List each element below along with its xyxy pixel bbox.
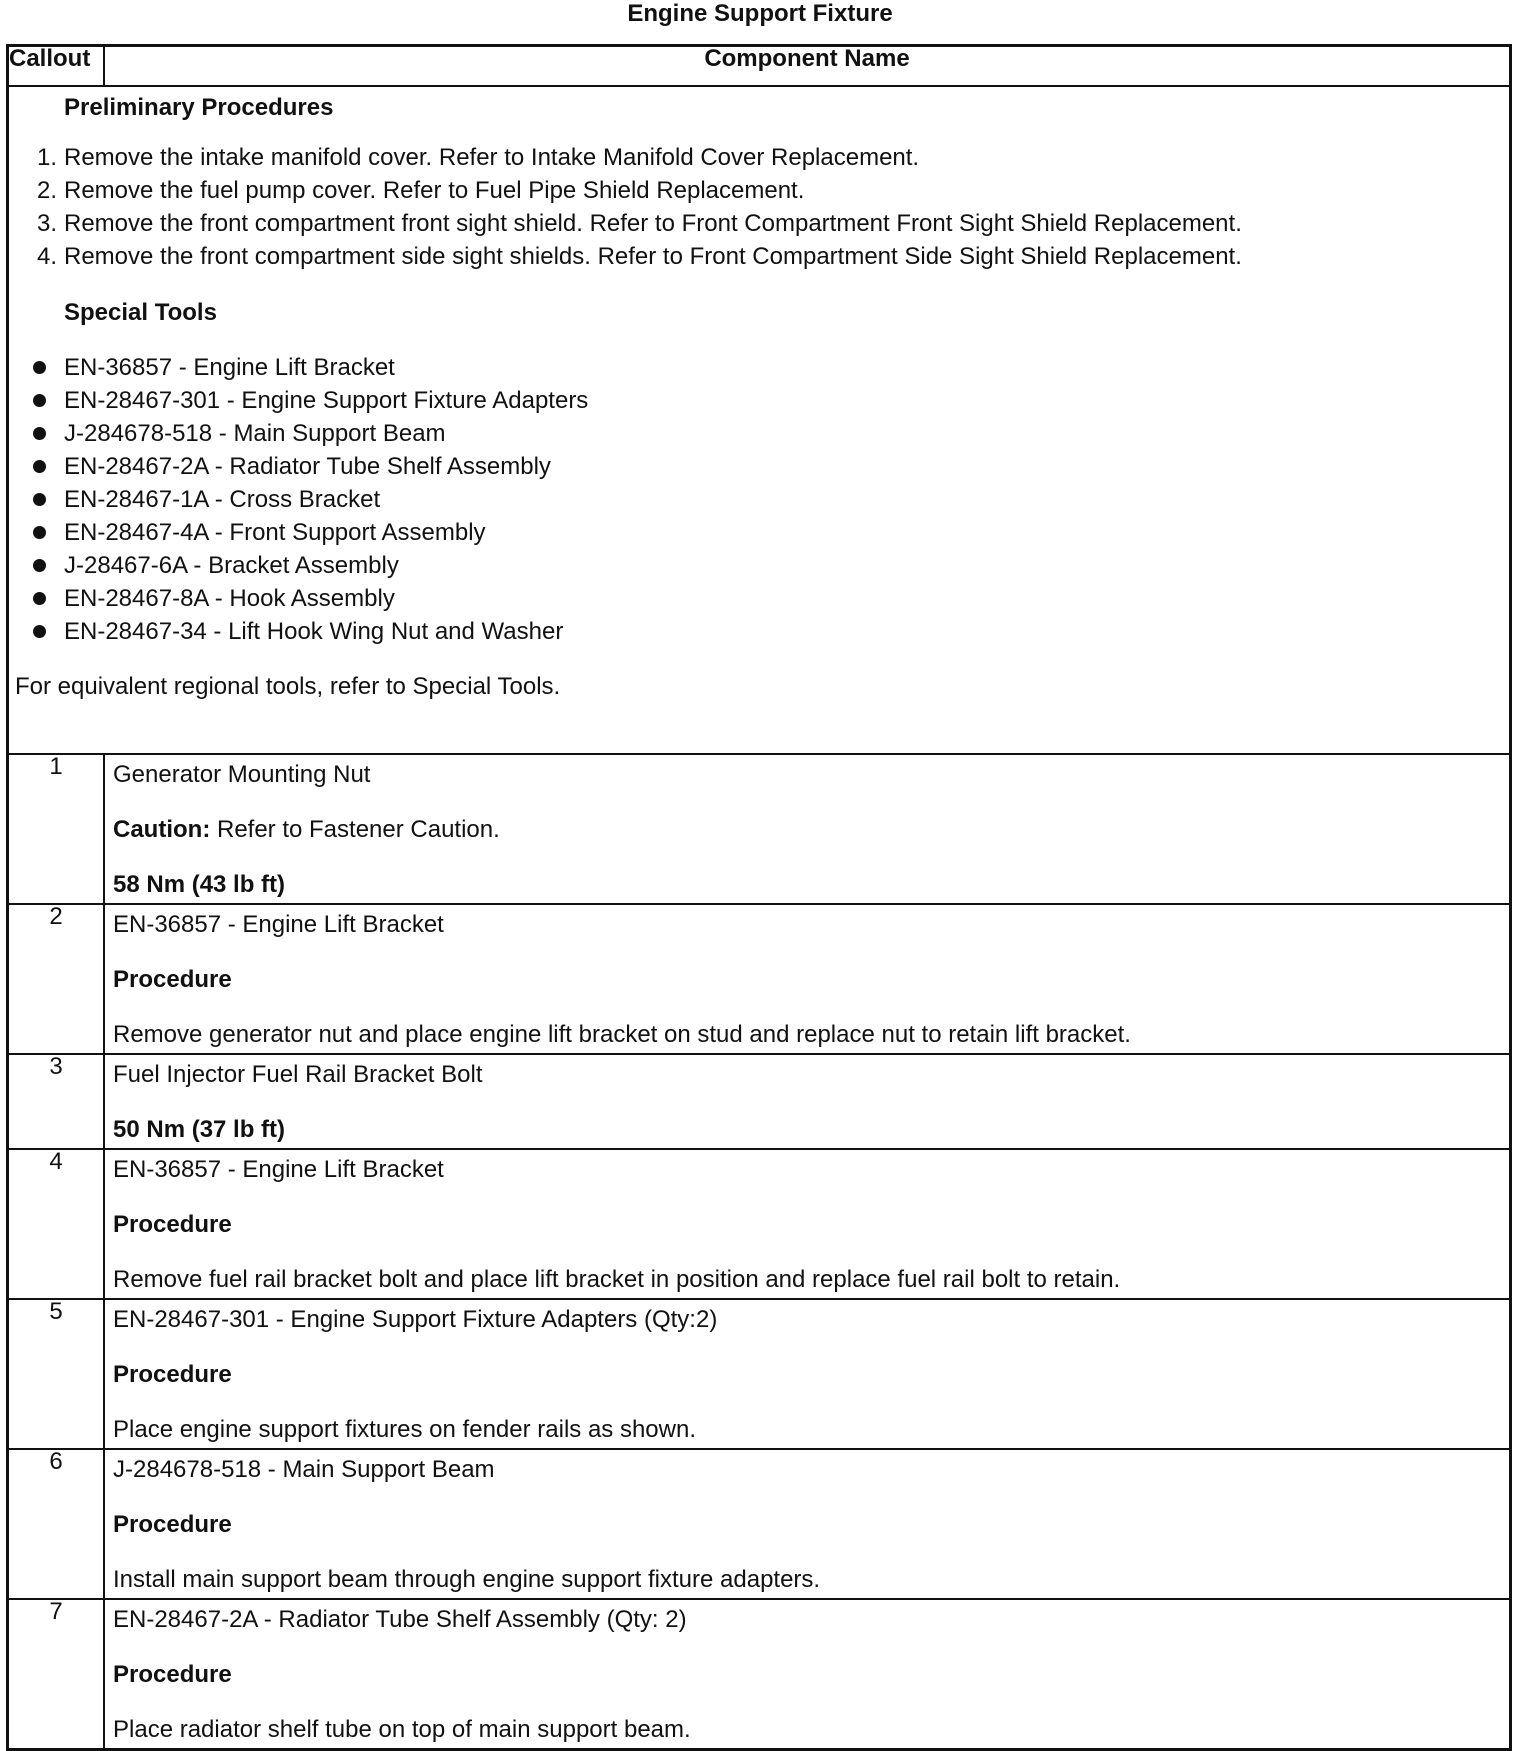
procedure-label: Procedure: [113, 1211, 232, 1238]
procedure-text: Remove generator nut and place engine lift bracket on stud and replace nut to retain lift bracket.: [113, 1021, 1131, 1048]
bullet-icon: [33, 559, 46, 572]
bullet-icon: [33, 427, 46, 440]
procedure-text: Install main support beam through engine support fixture adapters.: [113, 1566, 821, 1593]
table-row: [8, 1149, 1511, 1299]
callout-cell: 7: [8, 1599, 105, 1749]
intro-cell: [8, 86, 1511, 754]
step-number: 3.: [36, 210, 57, 237]
tool-text: EN-28467-34 - Lift Hook Wing Nut and Washer: [64, 618, 564, 645]
callout-cell: 2: [8, 904, 105, 1054]
step-text: Remove the front compartment side sight shields. Refer to Front Compartment Side Sight Shield Replacement.: [64, 243, 1242, 270]
callout-cell: 6: [8, 1449, 105, 1599]
tool-text: EN-28467-8A - Hook Assembly: [64, 585, 395, 612]
step-text: Remove the fuel pump cover. Refer to Fuel Pipe Shield Replacement.: [64, 177, 805, 204]
regional-tools-note: For equivalent regional tools, refer to Special Tools.: [15, 673, 561, 700]
callout-cell: 1: [8, 754, 105, 904]
torque-spec: 58 Nm (43 lb ft): [113, 871, 286, 898]
bullet-icon: [33, 592, 46, 605]
component-name: EN-36857 - Engine Lift Bracket: [113, 911, 444, 938]
procedure-text: Remove fuel rail bracket bolt and place lift bracket in position and replace fuel rail bolt to retain.: [113, 1266, 1121, 1293]
caution-text: Refer to Fastener Caution.: [210, 816, 500, 843]
component-cell: [104, 754, 1511, 904]
component-name-header: Component Name: [104, 46, 1511, 87]
callout-header: Callout: [8, 46, 105, 87]
table-row: [8, 1054, 1511, 1149]
component-cell: [104, 1449, 1511, 1599]
table-row: [8, 1599, 1511, 1749]
table-row: [8, 754, 1511, 904]
tool-text: EN-28467-1A - Cross Bracket: [64, 486, 381, 513]
bullet-icon: [33, 625, 46, 638]
intro-row: [8, 86, 1511, 754]
preliminary-heading: Preliminary Procedures: [64, 94, 334, 121]
tool-text: EN-28467-2A - Radiator Tube Shelf Assembly: [64, 453, 551, 480]
component-cell: [104, 1149, 1511, 1299]
component-name: Fuel Injector Fuel Rail Bracket Bolt: [113, 1061, 483, 1088]
component-name: EN-36857 - Engine Lift Bracket: [113, 1156, 444, 1183]
callout-cell: 3: [8, 1054, 105, 1149]
bullet-icon: [33, 361, 46, 374]
procedure-text: Place radiator shelf tube on top of main support beam.: [113, 1716, 691, 1743]
step-text: Remove the front compartment front sight shield. Refer to Front Compartment Front Sight Shield Replacement.: [64, 210, 1242, 237]
tool-text: J-28467-6A - Bracket Assembly: [64, 552, 399, 579]
bullet-icon: [33, 394, 46, 407]
procedure-label: Procedure: [113, 1661, 232, 1688]
table-row: [8, 1449, 1511, 1599]
bullet-icon: [33, 526, 46, 539]
step-number: 4.: [36, 243, 57, 270]
component-cell: [104, 1299, 1511, 1449]
procedure-text: Place engine support fixtures on fender rails as shown.: [113, 1416, 696, 1443]
caution-line: [113, 818, 500, 842]
component-cell: [104, 904, 1511, 1054]
step-text: Remove the intake manifold cover. Refer to Intake Manifold Cover Replacement.: [64, 144, 920, 171]
header-row: [8, 46, 1511, 87]
component-name: EN-28467-301 - Engine Support Fixture Adapters (Qty:2): [113, 1306, 718, 1333]
component-name: Generator Mounting Nut: [113, 761, 371, 788]
tool-text: EN-28467-301 - Engine Support Fixture Adapters: [64, 387, 589, 414]
page-title: Engine Support Fixture: [627, 0, 893, 27]
component-name: J-284678-518 - Main Support Beam: [113, 1456, 495, 1483]
callout-cell: 4: [8, 1149, 105, 1299]
procedure-table: [6, 44, 1512, 1751]
torque-spec: 50 Nm (37 lb ft): [113, 1116, 286, 1143]
procedure-label: Procedure: [113, 1511, 232, 1538]
caution-label: Caution:: [113, 816, 211, 843]
table-row: [8, 904, 1511, 1054]
tool-text: EN-28467-4A - Front Support Assembly: [64, 519, 486, 546]
bullet-icon: [33, 493, 46, 506]
table-row: [8, 1299, 1511, 1449]
step-number: 1.: [36, 144, 57, 171]
procedure-label: Procedure: [113, 966, 232, 993]
special-tools-heading: Special Tools: [64, 299, 217, 326]
step-number: 2.: [36, 177, 57, 204]
tool-text: J-284678-518 - Main Support Beam: [64, 420, 446, 447]
procedure-label: Procedure: [113, 1361, 232, 1388]
callout-cell: 5: [8, 1299, 105, 1449]
tool-text: EN-36857 - Engine Lift Bracket: [64, 354, 395, 381]
bullet-icon: [33, 460, 46, 473]
component-name: EN-28467-2A - Radiator Tube Shelf Assembly (Qty: 2): [113, 1606, 687, 1633]
component-cell: [104, 1599, 1511, 1749]
component-cell: [104, 1054, 1511, 1149]
